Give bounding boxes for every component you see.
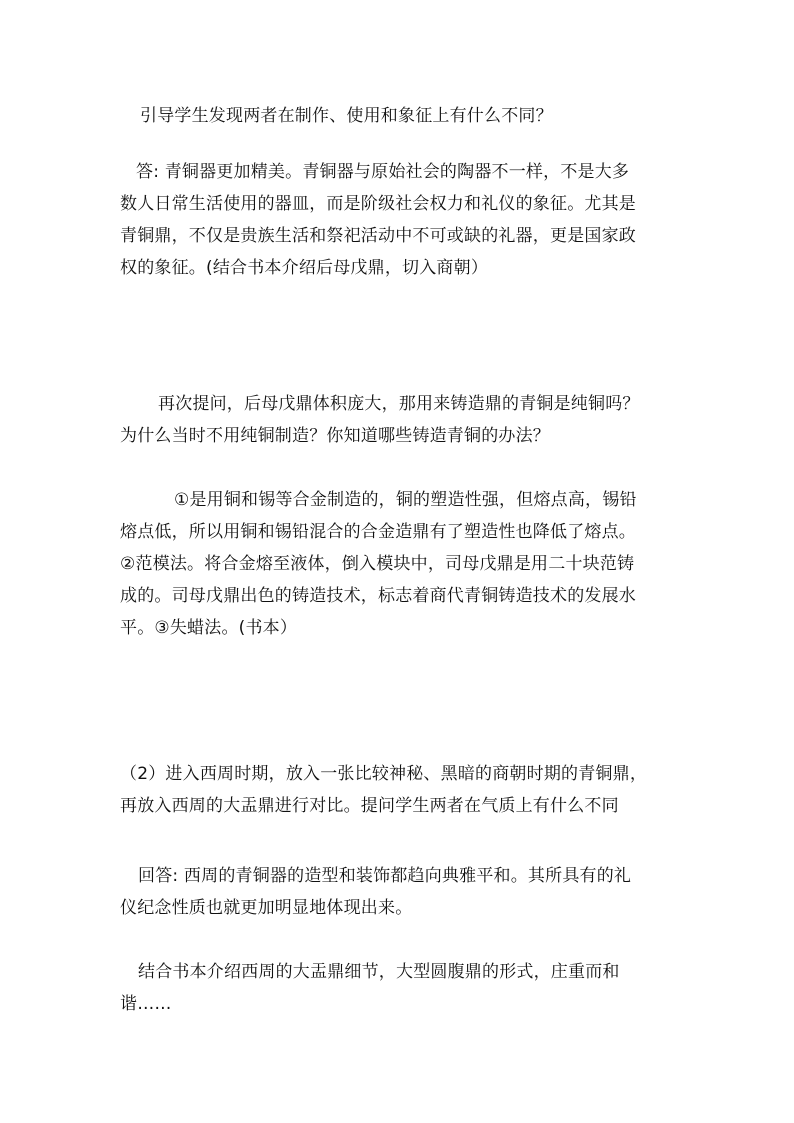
text-line: 熔点低，所以用铜和锡铅混合的合金造鼎有了塑造性也降低了熔点。 — [120, 522, 636, 542]
text-line: 平。③失蜡法。(书本） — [120, 618, 298, 638]
text-line: ①是用铜和锡等合金制造的，铜的塑造性强，但熔点高，锡铅 — [174, 490, 637, 510]
text-line: 再次提问，后母戊鼎体积庞大，那用来铸造鼎的青铜是纯铜吗？ — [158, 394, 640, 414]
paragraph-western-zhou — [120, 758, 690, 822]
paragraph-second-question — [120, 388, 690, 452]
text-line: 成的。司母戊鼎出色的铸造技术，标志着商代青铜铸造技术的发展水 — [120, 586, 636, 606]
paragraph-answer-zhou — [120, 860, 690, 924]
paragraph-casting-methods — [120, 484, 690, 644]
paragraph-da-yu-ding — [120, 956, 690, 1020]
paragraph-answer-bronze — [120, 156, 690, 284]
text-line: 为什么当时不用纯铜制造？你知道哪些铸造青铜的办法？ — [120, 426, 550, 446]
text-line: 引导学生发现两者在制作、使用和象征上有什么不同？ — [140, 106, 553, 126]
text-line: 权的象征。(结合书本介绍后母戊鼎，切入商朝） — [120, 258, 489, 278]
text-line: 结合书本介绍西周的大盂鼎细节，大型圆腹鼎的形式，庄重而和 — [138, 962, 620, 982]
text-line: 答: 青铜器更加精美。青铜器与原始社会的陶器不一样，不是大多 — [136, 162, 630, 182]
text-line: （2）进入西周时期，放入一张比较神秘、黑暗的商朝时期的青铜鼎， — [120, 764, 648, 784]
text-line: 仪纪念性质也就更加明显地体现出来。 — [120, 898, 413, 918]
text-line: 再放入西周的大盂鼎进行对比。提问学生两者在气质上有什么不同 — [120, 796, 619, 816]
text-line: 回答: 西周的青铜器的造型和装饰都趋向典雅平和。其所具有的礼 — [138, 866, 632, 886]
text-line: 青铜鼎，不仅是贵族生活和祭祀活动中不可或缺的礼器，更是国家政 — [120, 226, 636, 246]
text-line: 谐…… — [120, 994, 172, 1014]
paragraph-guide-question — [120, 100, 690, 132]
text-line: 数人日常生活使用的器皿，而是阶级社会权力和礼仪的象征。尤其是 — [120, 194, 636, 214]
text-line: ②范模法。将合金熔至液体，倒入模块中，司母戊鼎是用二十块范铸 — [120, 554, 635, 574]
